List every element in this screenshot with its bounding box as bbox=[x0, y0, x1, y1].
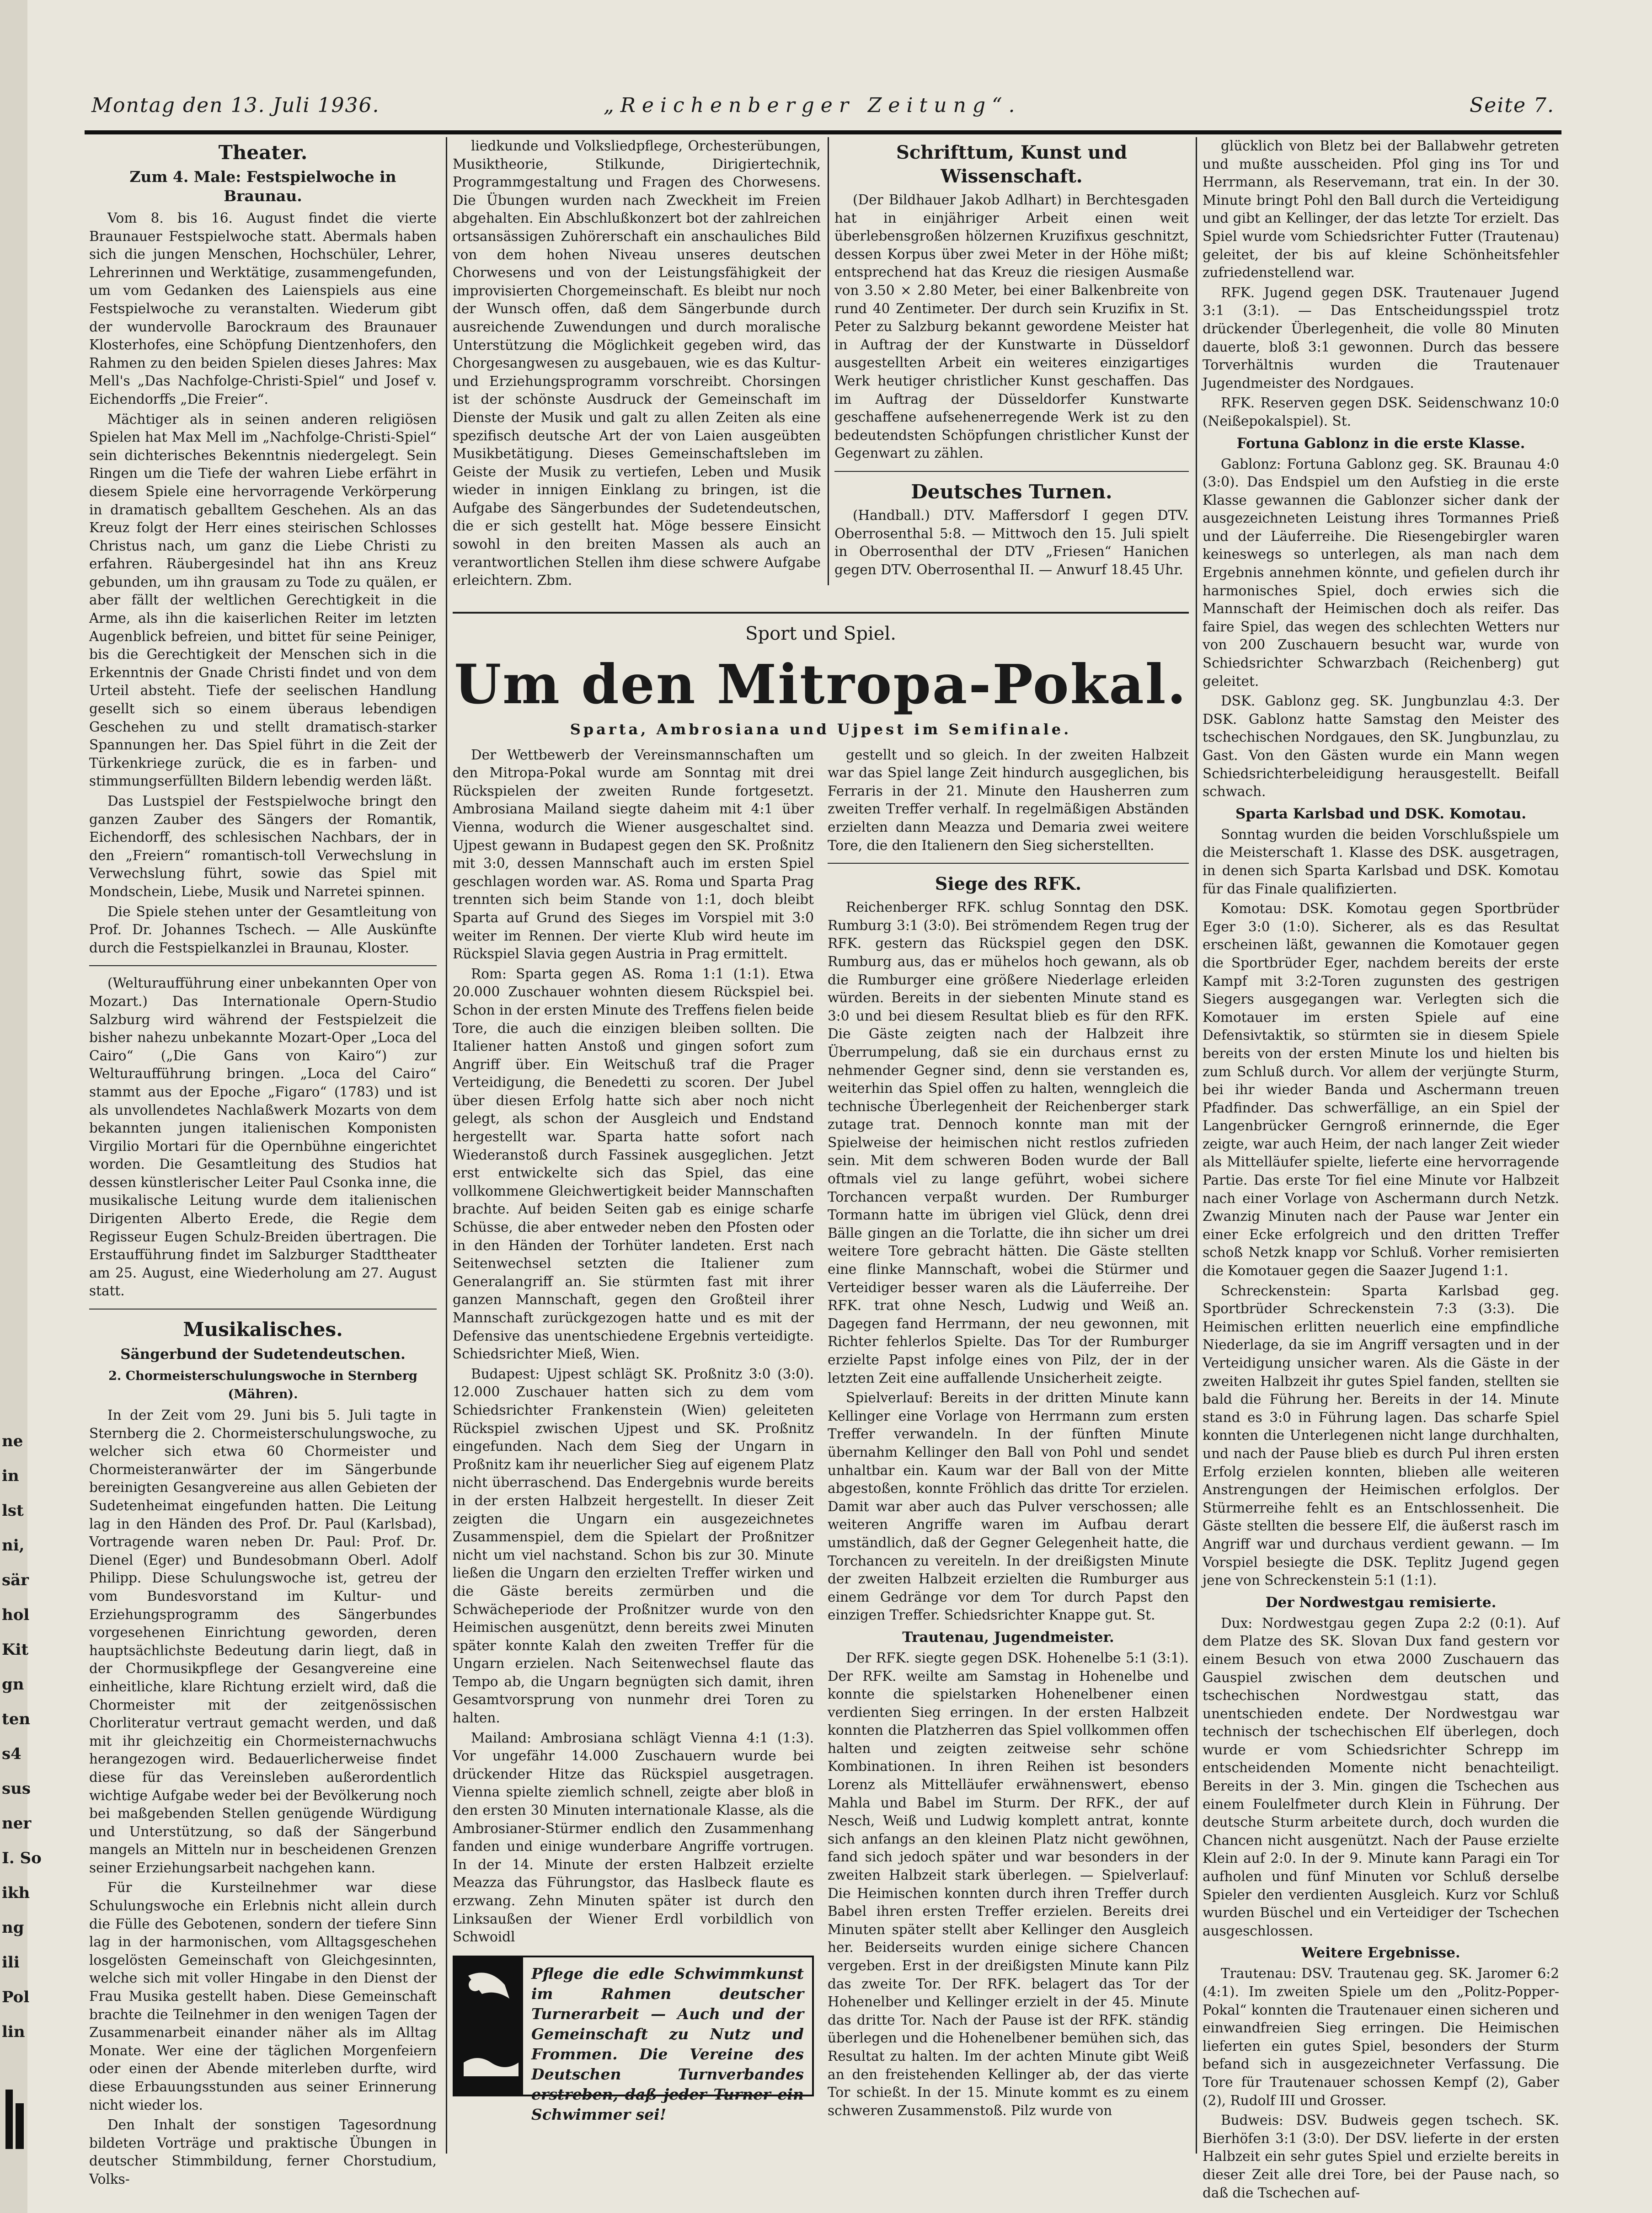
section-title-sport: Sport und Spiel. bbox=[745, 623, 896, 644]
section-divider bbox=[453, 612, 1189, 614]
edge-fragment: ner bbox=[2, 1814, 32, 1833]
edge-fragment: ili bbox=[2, 1953, 20, 1972]
edge-fragment: s4 bbox=[2, 1745, 21, 1763]
newspaper-name: „Reichenberger Zeitung“. bbox=[604, 94, 1021, 117]
paragraph: Reichenberger RFK. schlug Sonntag den DSK. Rumburg 3:1 (3:0). Bei strömendem Regen trug der RFK. gestern das Rückspiel gegen den DSK. Rumburg aus, das er mühelos hoch gewann, als ob die Rumburger eine größere Niederlage erleiden würden. Bereits in der siebenten Minute stand es 3:0 und bei diesem Resultat blieb es für den RFK. Die Gäste zeigten nach der Halbzeit ihre Überrumpelung, daß sie ein durchaus ernst zu nehmender Gegner sind, denn sie verstanden es, weiterhin das Spiel offen zu halten, wenngleich die technische Überlegenheit der Reichenberger stark zutage trat. Dennoch konnte man mit der Spielweise der heimischen nicht restlos zufrieden sein. Mit dem schweren Boden wurde der Ball oftmals viel zu lange geführt, wobei sichere Torchancen verpaßt wurden. Der Rumburger Tormann hatte im übrigen viel Glück, denn drei Bälle gingen an die Torlatte, die ihn sicher um drei weitere Tore gebracht hätten. Die Gäste stellten eine flinke Mannschaft, wobei die Stürmer und Verteidiger besser waren als die Läuferreihe. Der RFK. trat ohne Nesch, Ludwig und Weiß an. Dagegen fand Herrmann, der neu gewonnen, mit Richter fehlerlos Spielte. Das Tor der Rumburger erzielte Papst infolge eines von Pilz, der in der letzten Zeit eine auffallende Unsicherheit zeigte. bbox=[828, 899, 1189, 1386]
article-body-festspielwoche bbox=[89, 209, 437, 957]
sport-right-column bbox=[828, 746, 1189, 2122]
edge-fragment: sär bbox=[2, 1571, 29, 1589]
edge-fragment: Kit bbox=[2, 1641, 29, 1659]
edge-fragment: ten bbox=[2, 1710, 31, 1728]
paragraph: liedkunde und Volksliedpflege, Orchesterübungen, Musiktheorie, Stilkunde, Dirigiertechnik, Programmgestaltung und Fragen des Chorwesens. Die Übungen wurden nach Zweckheit im Freien abgehalten. Ein Abschlußkonzert bot der zahlreichen ortsansässigen Zuhörerschaft ein anschauliches Bild von dem hohen Niveau unseres deutschen Chorwesens und von der Leistungsfähigkeit der improvisierten Chorgemeinschaft. Es bleibt nur noch der Wunsch offen, daß dem Sängerbunde durch ausreichende Zuwendungen und durch moralische Unterstützung die Möglichkeit gegeben wird, das Chorgesangwesen zu ausgebauen, wie es das Kultur- und Erziehungsprogramm vorschreibt. Chorsingen ist der schönste Ausdruck der Gemeinschaft im Dienste der Musik und galt zu allen Zeiten als eine spezifisch deutsche Art der von Laien ausgeübten Musikbetätigung. Dieses Gemeinschaftsleben im Geiste der Musik zu vertiefen, Leben und Musik wieder in innigen Einklang zu bringen, ist die Aufgabe des Sängerbundes der Sudetendeutschen, die er sich gestellt hat. Möge bessere Einsicht sowohl in den breiten Massen als auch an verantwortlichen Stellen ihm diese schwere Aufgabe erleichtern. Zbm. bbox=[453, 138, 821, 588]
section-title-musik: Musikalisches. bbox=[183, 1318, 343, 1341]
page-number: Seite 7. bbox=[1470, 94, 1555, 117]
edge-fragment: gn bbox=[2, 1675, 24, 1694]
paragraph: Komotau: DSK. Komotau gegen Sportbrüder Eger 3:0 (1:0). Sicherer, als es das Resultat erscheinen läßt, gewannen die Komotauer gegen die Sportbrüder Eger, nachdem bereits der erste Kampf mit 3:2-Toren zugunsten des gestrigen Siegers ausgegangen war. Verlegten sich die Komotauer im ersten Spiele auf eine Defensivtaktik, so stürmten sie in diesem Spiele bereits von der ersten Minute los und hielten bis zum Schluß durch. Vor allem der verjüngte Sturm, bei ihr wieder Banda und Aschermann treuen Pfadfinder. Das schwerfällige, an ein Spiel der Langenbrücker Gerngroß erinnernde, die Eger zeigte, war auch Heim, der nach langer Zeit wieder als Mittelläufer spielte, lieferte eine hervorragende Partie. Das erste Tor fiel eine Minute vor Halbzeit nach einer Vorlage von Aschermann durch Netzk. Zwanzig Minuten nach der Pause war Jenter ein einer Ecke erfolgreich und den dritten Treffer schoß Netzk knapp vor Schluß. Vorher remisierten die Komotauer gegen die Saazer Jugend 1:1. bbox=[1203, 901, 1559, 1279]
article-title-fortuna: Fortuna Gablonz in die erste Klasse. bbox=[1236, 435, 1525, 452]
paragraph: Gablonz: Fortuna Gablonz geg. SK. Braunau 4:0 (3:0). Das Endspiel um den Aufstieg in die erste Klasse gewannen die Gablonzer sicher dank der ausgezeichneten Leistung ihres Tormannes Prieß und der Läuferreihe. Die Riesengebirgler waren keineswegs so unterlegen, als man nach dem Ergebnis annehmen könnte, und gefielen durch ihr harmonisches Spiel, doch erwies sich die Mannschaft der Heimischen doch als reifer. Das faire Spiel, das wegen des schlechten Wetters nur von 200 Zuschauern besucht war, wurde von Schiedsrichter Schwarzbach (Reichenberg) gut geleitet. bbox=[1203, 456, 1559, 689]
paragraph: Der RFK. siegte gegen DSK. Hohenelbe 5:1 (3:1). Der RFK. weilte am Samstag in Hohenelbe und konnte die spielstarken Hohenelbener einen verdienten Sieg erringen. In der ersten Halbzeit konnten die Platzherren das Spiel vollkommen offen halten und zeigten zeitweise sehr schöne Kombinationen. In ihren Reihen ist besonders Lorenz als Mittelläufer erwähnenswert, ebenso Mahla und Babel im Sturm. Der RFK., der auf Nesch, Weiß und Ludwig komplett antrat, konnte sich anfangs an den kleinen Platz nicht gewöhnen, fand sich jedoch später und war besonders in der zweiten Halbzeit stark überlegen. — Spielverlauf: Die Heimischen konnten durch ihren Treffer durch Babel ihren ersten Treffer erzielen. Bereits drei Minuten später stellt aber Kellinger den Ausgleich her. Beiderseits wurden einige sichere Chancen vergeben. Erst in der dreißigsten Minute kann Pilz das zweite Tor. Der RFK. belagert das Tor der Hohenelber und Kellinger erzielt in der 45. Minute das dritte Tor. Nach der Pause ist der RFK. ständig überlegen und die Hohenelbener bemühen sich, das Resultat zu halten. Im der achten Minute gibt Weiß an den freistehenden Kellinger ab, der das vierte Tor schießt. In der 15. Minute kommt es zu einem schweren Zusammenstoß. Pilz wurde von bbox=[828, 1650, 1189, 2118]
edge-bold-glyph bbox=[3, 2085, 27, 2154]
edge-fragment: I. So bbox=[2, 1849, 42, 1867]
edge-fragment: Pol bbox=[2, 1988, 30, 2006]
paragraph: Mächtiger als in seinen anderen religiösen Spielen hat Max Mell im „Nachfolge-Christi-Spiel“ sein dichterisches Bekenntnis niedergelegt. Sein Ringen um die Tiefe der wahren Liebe erfährt in diesem Spiele eine hervorragende Verkörperung in dramatisch geballtem Geschehen. Als an das Kreuz folgt der Herr eines steirischen Schlosses Christus nach, um ganz die Liebe Christi zu erfahren. Räubergesindel hat ihn ans Kreuz gebunden, um ihn grausam zu Tode zu quälen, er aber fällt der weltlichen Gerechtigkeit in die Arme, als ihn die kaiserlichen Reiter im letzten Augenblick befreien, und bittet für seine Peiniger, bis die Gerechtigkeit der Menschen sich in die Erkenntnis der Gnade Christi findet und von dem Urteil absteht. Tiefe der seelischen Handlung gesellt sich so einem überaus lebendigen Geschehen zu und stellt dramatisch-starker Spannungen her. Das Spiel führt in die Zeit der Türkenkriege zurück, die es in farben- und stimmungserfüllten Bildern lebendig werden läßt. bbox=[89, 411, 437, 789]
edge-fragment: lst bbox=[2, 1502, 24, 1520]
article-title-sparta-komotau: Sparta Karlsbad und DSK. Komotau. bbox=[1235, 805, 1526, 822]
article-body-mozart-oper bbox=[89, 974, 437, 1300]
paragraph: RFK. Reserven gegen DSK. Seidenschwanz 10:0 (Neißepokalspiel). St. bbox=[1203, 395, 1559, 429]
article-title-festspielwoche: Zum 4. Male: Festspielwoche in Braunau. bbox=[129, 168, 396, 205]
paragraph: Den Inhalt der sonstigen Tagesordnung bildeten Vorträge und praktische Übungen in deutscher Stimmbildung, ferner Chorstudium, Volks- bbox=[89, 2117, 437, 2187]
paragraph: gestellt und so gleich. In der zweiten Halbzeit war das Spiel lange Zeit hindurch ausgeglichen, bis Ferraris in der 21. Minute den Hausherren zum zweiten Treffer verhalf. In regelmäßigen Abständen erzielten dann Meazza und Demaria zwei weitere Tore, die den Italienern den Sieg sicherstellten. bbox=[828, 747, 1189, 853]
edge-fragment: ni, bbox=[2, 1536, 25, 1555]
article-body-saengerbund bbox=[89, 1406, 437, 2189]
article-divider bbox=[89, 965, 437, 966]
left-page-edge bbox=[0, 0, 30, 2213]
paragraph: Der Wettbewerb der Vereinsmannschaften um den Mitropa-Pokal wurde am Sonntag mit drei Rückspielen der zweiten Runde fortgesetzt. Ambrosiana Mailand siegte daheim mit 4:1 über Vienna, wodurch die Wiener ausgeschaltet sind. Ujpest gewann in Budapest gegen den SK. Proßnitz mit 3:0, dessen Mannschaft auch im ersten Spiel geschlagen worden war. AS. Roma und Sparta Prag trennten sich beim Stande von 1:1, doch bleibt Sparta auf Grund des Sieges im Vorspiel mit 3:0 weiter im Rennen. Der vierte Klub wird heute im Rückspiel Slavia gegen Austria in Prag ermittelt. bbox=[453, 747, 814, 962]
article-title-nordwestgau: Der Nordwestgau remisierte. bbox=[1265, 1594, 1497, 1611]
paragraph: Vom 8. bis 16. August findet die vierte Braunauer Festspielwoche statt. Abermals haben sich die jungen Menschen, Hochschüler, Lehrer, Lehrerinnen und Werktätige, zusammengefunden, um vom Gedanken des Laienspiels aus eine Festspielwoche zu veranstalten. Wiederum gibt der wundervolle Barockraum des Braunauer Klosterhofes, eine Schöpfung Dientzenhofers, den Rahmen zu den beiden Spielen dieses Jahres: Max Mell's „Das Nachfolge-Christi-Spiel“ und Josef v. Eichendorffs „Die Freier“. bbox=[89, 210, 437, 407]
issue-date: Montag den 13. Juli 1936. bbox=[91, 94, 380, 117]
edge-fragment: ikh bbox=[2, 1884, 30, 1902]
paragraph: Dux: Nordwestgau gegen Zupa 2:2 (0:1). Auf dem Platze des SK. Slovan Dux fand gestern vor einem Besuch von etwa 2000 Zuschauern das Gauspiel zwischen dem deutschen und tschechischen Nordwestgau statt, das unentschieden endete. Der Nordwestgau war technisch der tschechischen Elf überlegen, doch wurde er vom Schiedsrichter Schrepp im entscheidenden Momente nicht benachteiligt. Bereits in der 3. Min. gingen die Tschechen aus einem Foulelfmeter durch Klein in Führung. Der deutsche Sturm arbeitete durch, doch wurden die Chancen nicht ausgenützt. Nach der Pause erzielte Klein auf 2:0. In der 9. Minute kann Paragi ein Tor aufholen und fünf Minuten vor Schluß derselbe Spieler den verdienten Ausgleich. Kurz vor Schluß wurden Büschel und ein Verteidiger der Tschechen ausgeschlossen. bbox=[1203, 1615, 1559, 1939]
paragraph: Die Spiele stehen unter der Gesamtleitung von Prof. Dr. Johannes Tschech. — Alle Auskünfte durch die Festspielkanzlei in Braunau, Kloster. bbox=[89, 903, 437, 956]
sport-section bbox=[453, 604, 1189, 2149]
column-rule bbox=[828, 137, 829, 585]
paragraph: RFK. Jugend gegen DSK. Trautenauer Jugend 3:1 (3:1). — Das Entscheidungsspiel trotz drückender Überlegenheit, die volle 80 Minuten dauerte, bloß 3:1 gewonnen. Durch das bessere Torverhältnis wurden die Trautenauer Jugendmeister des Nordgaues. bbox=[1203, 284, 1559, 391]
paragraph: Mailand: Ambrosiana schlägt Vienna 4:1 (1:3). Vor ungefähr 14.000 Zuschauern wurde bei drückender Hitze das Rückspiel ausgetragen. Vienna spielte ziemlich schnell, zeigte aber bloß in den ersten 30 Minuten internationale Klasse, als die Ambrosianer-Stürmer endlich den Zusammenhang fanden und einige wunderbare Angriffe vortrugen. In der 14. Minute der ersten Halbzeit erzielte Meazza das Führungstor, das Haslbeck flaute es erzwang. Zehn Minuten später ist durch den Linksaußen der Wiener Erdl vorbildlich von Schwoidl bbox=[453, 1730, 814, 1945]
headline-mitropa-pokal: Um den Mitropa-Pokal. bbox=[454, 652, 1187, 716]
paragraph: Budweis: DSV. Budweis gegen tschech. SK. Bierhöfen 3:1 (3:0). Der DSV. lieferte in der ersten Halbzeit ein sehr gutes Spiel und erzielte bereits in dieser Zeit alle drei Tore, bei der Pause nach, so daß die Tschechen auf- bbox=[1203, 2112, 1559, 2201]
sport-two-columns bbox=[453, 746, 1189, 2122]
article-title-rfk: Siege des RFK. bbox=[935, 873, 1082, 894]
paragraph: Rom: Sparta gegen AS. Roma 1:1 (1:1). Etwa 20.000 Zuschauer wohnten diesem Rückspiel bei. Schon in der ersten Minute des Treffens fielen beide Tore, die auch die einzigen bleiben sollten. Die Italiener hatten Anstoß und gingen sofort zum Angriff über. Ein Weitschuß traf die Prager Verteidigung, die Benedetti zu scoren. Der Jubel über diesen Erfolg hatte sich aber noch nicht gelegt, als schon der Ausgleich und Endstand hergestellt war. Sparta hatte sofort nach Wiederanstoß durch Fassinek ausgeglichen. Jetzt erst entwickelte sich das Spiel, das eine vollkommene Gleichwertigkeit beider Mannschaften brachte. Auf beiden Seiten gab es einige scharfe Schüsse, die aber entweder neben den Pfosten oder in den Händen der Torhüter landeten. Erst nach Seitenwechsel setzten die Italiener zum Generalangriff an. Sie stürmten fast mit ihrer ganzen Mannschaft, gegen den Großteil ihrer Mannschaft zurückgezogen hatte und es mit der Defensive das unentschiedene Ergebnis verteidigte. Schiedsrichter Mieß, Wien. bbox=[453, 966, 814, 1362]
section-title-schrifttum: Schrifttum, Kunst und Wissenschaft. bbox=[896, 142, 1128, 187]
column-schrifttum bbox=[834, 137, 1189, 577]
paragraph: (Handball.) DTV. Maffersdorf I gegen DTV. Oberrosenthal 5:8. — Mittwoch den 15. Juli spielt in Oberrosenthal der DTV „Friesen“ Hanichen gegen DTV. Oberrosenthal II. — Anwurf 18.45 Uhr. bbox=[834, 507, 1189, 577]
article-title-trautenau: Trautenau, Jugendmeister. bbox=[902, 1629, 1114, 1646]
paragraph: Das Lustspiel der Festspielwoche bringt den ganzen Zauber des Sängers der Romantik, Eichendorff, des schlesischen Nachbars, der in den „Freiern“ romantisch-toll Verwechslung in Verwechslung führt, sowie das Spiel mit Mondschein, Liebe, Musik und Narretei spinnen. bbox=[89, 793, 437, 899]
edge-fragment: in bbox=[2, 1467, 19, 1485]
article-divider bbox=[834, 471, 1189, 472]
paragraph: (Welturaufführung einer unbekannten Oper von Mozart.) Das Internationale Opern-Studio Salzburg wird während der Festspielzeit die bisher nahezu unbekannte Mozart-Oper „Loca del Cairo“ („Die Gans von Kairo“) zur Welturaufführung bringen. „Loca del Cairo“ stammt aus der Epoche „Figaro“ (1783) und ist als unvollendetes Nachlaßwerk Mozarts von dem bekannten jungen italienischen Komponisten Virgilio Mortari für die Opernbühne eingerichtet worden. Die Gesamtleitung des Studios hat dessen künstlerischer Leiter Paul Csonka inne, die musikalische Leitung wurde dem italienischen Dirigenten Alberto Erede, die Regie dem Regisseur Eugen Schulz-Breiden übertragen. Die Erstaufführung findet im Salzburger Stadttheater am 25. August, eine Wiederholung am 27. August statt. bbox=[89, 975, 437, 1299]
column-rule bbox=[1196, 137, 1197, 2154]
column-sport-results bbox=[1203, 137, 1559, 2201]
edge-fragment: ng bbox=[2, 1919, 24, 1937]
edge-fragment: sus bbox=[2, 1780, 31, 1798]
edge-fragment: lin bbox=[2, 2023, 25, 2041]
column-theater bbox=[89, 137, 437, 2187]
article-subtitle-saengerbund: 2. Chormeisterschulungswoche in Sternberg (Mähren). bbox=[108, 1369, 417, 1402]
column-saengerbund-continued bbox=[453, 137, 821, 588]
paragraph: Schreckenstein: Sparta Karlsbad geg. Sportbrüder Schreckenstein 7:3 (3:3). Die Heimischen erlitten neuerlich eine empfindliche Niederlage, da sie im Angriff versagten und in der Verteidigung unsicher waren. Als die Gäste in der zweiten Halbzeit ihr gutes Spiel fanden, stellten sie bald die Führung her. Bereits in der 14. Minute stand es 3:0 in Führung lagen. Das scharfe Spiel konnten die Unterlegenen nicht lange durchhalten, und nach der Pause blieb es durch Pul ihren ersten Erfolg erzielen konnten, blieben alle weiteren Anstrengungen der Heimischen erfolglos. Der Stürmerreihe fehlt es an Entschlossenheit. Die Gäste stellten die bessere Elf, die äußerst rasch im Angriff war und durchaus verdient gewann. — Im Vorspiel besiegte die DSK. Teplitz Jugend gegen jene von Schreckenstein 5:1 (1:1). bbox=[1203, 1283, 1559, 1588]
paragraph: Budapest: Ujpest schlägt SK. Proßnitz 3:0 (3:0). 12.000 Zuschauer hatten sich zu dem vom Schiedsrichter Frankenstein (Wien) geleiteten Rückspiel zwischen Ujpest und SK. Proßnitz eingefunden. Nach dem Sieg der Ungarn in Proßnitz kam ihr neuerlicher Sieg auf eigenem Platz nicht überraschend. Das Endergebnis wurde bereits in der ersten Halbzeit hergestellt. In dieser Zeit zeigten die Ungarn ein ausgezeichnetes Zusammenspiel, dem die Spielart der Proßnitzer nicht um viel nachstand. Schon bis zur 30. Minute ließen die Ungarn den erzielten Treffer wirken und die Gäste bereits zermürben und die Schwächeperiode der Proßnitzer wurde von den Heimischen ausgenützt, denn bereits zwei Minuten später konnte Kalah den zweiten Treffer für die Ungarn erzielen. Nach Seitenwechsel flaute das Tempo ab, die Ungarn begnügten sich damit, ihren Gesamtvorsprung von nunmehr drei Toren zu halten. bbox=[453, 1366, 814, 1726]
edge-fragment: ne bbox=[2, 1432, 23, 1450]
swimmer-illustration bbox=[454, 1957, 523, 2095]
section-title-theater: Theater. bbox=[218, 141, 308, 164]
sport-left-column bbox=[453, 746, 814, 2122]
page-header bbox=[91, 94, 1555, 126]
paragraph: (Der Bildhauer Jakob Adlhart) in Berchtesgaden hat in einjähriger Arbeit einen weit überlebensgroßen hölzernen Kruzifixus geschnitzt, dessen Korpus über zwei Meter in der Höhe mißt; entsprechend hat das Kreuz die riesigen Ausmaße von 3.50 × 2.80 Meter, bei einer Balkenbreite von rund 40 Zentimeter. Der durch sein Kruzifix in St. Peter zu Salzburg bekannt gewordene Meister hat in Auftrag der der Kunstwarte in Düsseldorf ausgestellten Arbeit ein weiteres einzigartiges Werk heutiger christlicher Kunst geschaffen. Das im Auftrag der Düsseldorfer Kunstwarte geschaffene aufsehenerregende Werk ist zu den bedeutendsten Schöpfungen christlicher Kunst der Gegenwart zu zählen. bbox=[834, 192, 1189, 461]
edge-fragment: hol bbox=[2, 1606, 30, 1624]
header-rule bbox=[85, 130, 1561, 134]
paragraph: DSK. Gablonz geg. SK. Jungbunzlau 4:3. Der DSK. Gablonz hatte Samstag den Meister des tschechischen Nordgaues, den SK. Jungbunzlau, zu Gast. Von den Gästen wurde ein Mann wegen Schiedsrichterbeleidigung herausgestellt. Beifall schwach. bbox=[1203, 693, 1559, 800]
paragraph: In der Zeit vom 29. Juni bis 5. Juli tagte in Sternberg die 2. Chormeisterschulungswoche, zu welcher sich etwa 60 Chormeister und Chormeisteranwärter der im Sängerbunde bereinigten Gesangvereine aus allen Gebieten der Sudetenheimat eingefunden hatten. Die Leitung lag in den Händen des Prof. Dr. Paul (Karlsbad), Vortragende waren neben Dr. Paul: Prof. Dr. Dienel (Eger) und Bundesobmann Oberl. Adolf Philipp. Diese Schulungswoche ist, getreu der vom Bundesvorstand im Kultur- und Erziehungsprogramm des Sängerbundes vorgesehenen Einrichtung geworden, deren hauptsächlichste Bedeutung darin liegt, daß in der Chormusikpflege der Gesangvereine eine einheitliche, klare Richtung erzielt wird, daß die Chormeister mit der zeitgenössischen Chorliteratur vertraut gemacht werden, und daß mit ihr gleichzeitig ein Chormeisternachwuchs herangezogen wird. Bedauerlicherweise findet diese für das Vereinsleben außerordentlich wichtige Aufgabe weder bei der Bevölkerung noch bei maßgebenden Stellen genügende Würdigung und Unterstützung, so daß der Sängerbund mangels an Mitteln nur in bescheidenen Grenzen seiner Erziehungsarbeit nachgehen kann. bbox=[89, 1407, 437, 1876]
advertisement-turnverband bbox=[453, 1956, 814, 2123]
article-title-ergebnisse: Weitere Ergebnisse. bbox=[1301, 1945, 1460, 1962]
subheadline-semifinale: Sparta, Ambrosiana und Ujpest im Semifinale. bbox=[570, 721, 1072, 738]
paragraph: Sonntag wurden die beiden Vorschlußspiele um die Meisterschaft 1. Klasse des DSK. ausgetragen, in denen sich Sparta Karlsbad und DSK. Komotau für das Finale qualifizierten. bbox=[1203, 826, 1559, 897]
paragraph: Für die Kursteilnehmer war diese Schulungswoche ein Erlebnis nicht allein durch die Fülle des Gebotenen, sondern der tiefere Sinn lag in der harmonischen, vom Alltagsgeschehen losgelösten Gemeinschaft von Gleichgesinnten, welche sich mit voller Hingabe in den Dienst der Frau Musika gestellt haben. Diese Gemeinschaft brachte die Teilnehmer in den wenigen Tagen der Zusammenarbeit einander näher als im Alltag Monate. Wer eine der täglichen Morgenfeiern oder einen der Abende miterleben durfte, wird diese Erbauungsstunden aus seiner Erinnerung nicht wieder los. bbox=[89, 1880, 437, 2113]
article-title-saengerbund: Sängerbund der Sudetendeutschen. bbox=[120, 1346, 406, 1363]
paragraph: glücklich von Bletz bei der Ballabwehr getreten und mußte ausscheiden. Pfol ging ins Tor und Herrmann, als Reservemann, trat ein. In der 30. Minute bringt Pohl den Ball durch die Verteidigung und gibt an Kellinger, der das letzte Tor erzielt. Das Spiel wurde vom Schiedsrichter Futter (Trautenau) geleitet, der bis auf kleine Schönheitsfehler zufriedenstellend war. bbox=[1203, 138, 1559, 281]
column-rule bbox=[446, 137, 447, 2154]
article-title-turnen: Deutsches Turnen. bbox=[911, 480, 1112, 503]
article-divider bbox=[89, 1309, 437, 1310]
advertisement-text: Pflege die edle Schwimmkunst im Rahmen deutscher Turnerarbeit — Auch und der Gemeinschaft zu Nutz und Frommen. Die Vereine des Deutschen Turnverbandes erstreben, daß jeder Turner ein Schwimmer sei! bbox=[531, 1964, 804, 2123]
paragraph: Spielverlauf: Bereits in der dritten Minute kann Kellinger eine Vorlage von Herrmann zum ersten Treffer verwandeln. In der fünften Minute übernahm Kellinger den Ball von Pohl und sendet unhaltbar ein. Kaum war der Ball von der Mitte abgestoßen, konnte Fröhlich das dritte Tor erzielen. Damit war aber auch das Pulver verschossen; alle weiteren Angriffe waren im Aufbau derart umständlich, daß der Gegner Gelegenheit hatte, die Torchancen zu vereiteln. In der dreißigsten Minute der zweiten Halbzeit erzielten die Rumburger aus einem Gedränge vor dem Tor durch Papst den einzigen Treffer. Schiedsrichter Knappe gut. St. bbox=[828, 1390, 1189, 1623]
paragraph: Trautenau: DSV. Trautenau geg. SK. Jaromer 6:2 (4:1). Im zweiten Spiele um den „Politz-Popper-Pokal“ konnten die Trautenauer einen sicheren und einwandfreien Sieg erringen. Die Heimischen lieferten ein gutes Spiel, besonders der Sturm befand sich in ausgezeichneter Verfassung. Die Tore für Trautenauer schossen Kempf (2), Gaber (2), Rudolf III und Grosser. bbox=[1203, 1966, 1559, 2108]
article-divider bbox=[828, 863, 1189, 864]
